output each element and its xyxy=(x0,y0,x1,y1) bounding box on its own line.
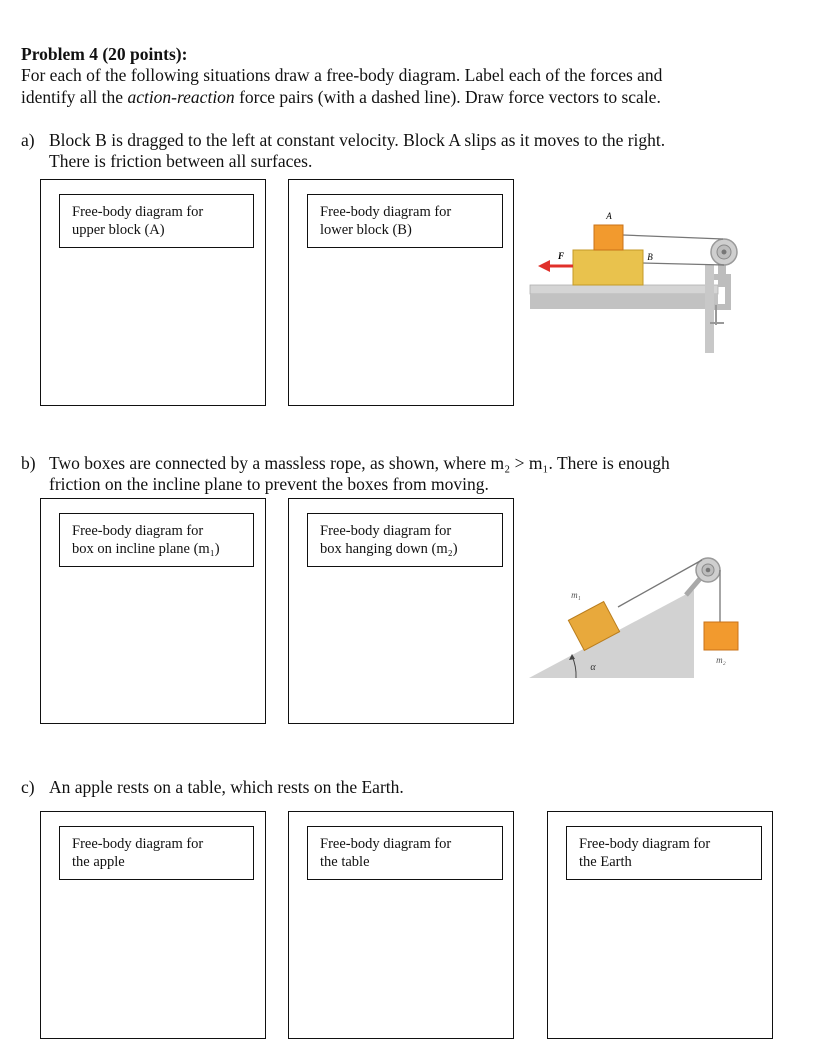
box-m2 xyxy=(704,622,738,650)
part-b-label: b) xyxy=(21,453,36,473)
part-c-line-1: An apple rests on a table, which rests on the Earth. xyxy=(49,777,404,797)
label-m2: m₂ xyxy=(716,655,726,665)
part-c-label: c) xyxy=(21,777,35,797)
fbd-label-earth: Free-body diagram for the Earth xyxy=(566,826,762,880)
fbd-label-hanging-box: Free-body diagram for box hanging down (m₂) xyxy=(307,513,503,567)
fbd-box-table[interactable] xyxy=(288,811,514,1039)
intro-line-2: identify all the action-reaction force pairs (with a dashed line). Draw force vectors to scale. xyxy=(21,87,661,107)
label-m1: m₁ xyxy=(571,590,581,600)
table-leg xyxy=(705,265,714,353)
intro-line-1: For each of the following situations draw a free-body diagram. Label each of the forces and xyxy=(21,65,663,85)
problem-title: Problem 4 (20 points): xyxy=(21,44,188,64)
label-a: A xyxy=(606,211,612,221)
fbd-box-earth[interactable] xyxy=(547,811,773,1039)
fbd-label-table: Free-body diagram for the table xyxy=(307,826,503,880)
figure-incline xyxy=(526,550,756,685)
block-b xyxy=(573,250,643,285)
part-b-line-1: Two boxes are connected by a massless rope, as shown, where m₂ > m₁. There is enough xyxy=(49,453,670,473)
string-a xyxy=(623,235,723,239)
part-b-line-2: friction on the incline plane to prevent the boxes from moving. xyxy=(49,474,489,494)
fbd-label-apple: Free-body diagram for the apple xyxy=(59,826,254,880)
fbd-label-upper-block: Free-body diagram for upper block (A) xyxy=(59,194,254,248)
fbd-box-lower-block[interactable] xyxy=(288,179,514,406)
label-b: B xyxy=(647,252,653,262)
label-f: F xyxy=(557,251,565,261)
table-top xyxy=(530,285,718,294)
fbd-box-hanging-box[interactable] xyxy=(288,498,514,724)
fbd-box-upper-block[interactable] xyxy=(40,179,266,406)
fbd-box-apple[interactable] xyxy=(40,811,266,1039)
part-a-line-2: There is friction between all surfaces. xyxy=(49,151,313,171)
string-b xyxy=(642,263,724,265)
fbd-box-incline-box[interactable] xyxy=(40,498,266,724)
part-a-label: a) xyxy=(21,130,35,150)
table-edge xyxy=(530,294,718,309)
fbd-label-lower-block: Free-body diagram for lower block (B) xyxy=(307,194,503,248)
fbd-label-incline-box: Free-body diagram for box on incline plane (m₁) xyxy=(59,513,254,567)
figure-blocks-table xyxy=(528,205,758,355)
part-a-line-1: Block B is dragged to the left at constant velocity. Block A slips as it moves to the right. xyxy=(49,130,666,150)
block-a xyxy=(594,225,623,250)
label-alpha: α xyxy=(590,662,596,673)
